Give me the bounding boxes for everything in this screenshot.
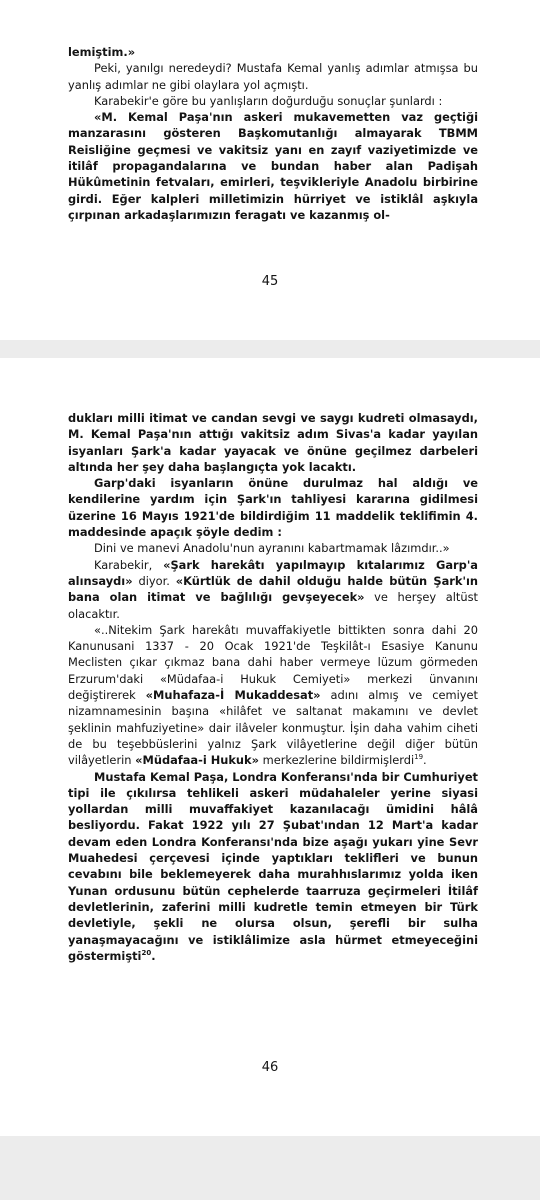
text-segment: «Müdafaa-i Hukuk» — [135, 753, 259, 768]
paragraph — [68, 557, 478, 622]
text-segment: Peki, yanılgı neredeydi? Mustafa Kemal yanlış adımlar atmışsa bu yanlış adımlar ne gibi olaylara yol açmıştı. — [68, 61, 478, 92]
text-segment: . — [151, 948, 156, 963]
text-segment: ve herşey altüst olacaktır. — [68, 590, 478, 621]
paragraph — [68, 44, 478, 60]
text-segment: «Muhafaza-İ Mukaddesat» — [145, 688, 321, 703]
text-segment: «Şark harekâtı yapılmayıp kıtalarımız Garp'a alınsaydı» — [68, 557, 478, 588]
paragraph — [68, 475, 478, 540]
text-segment: lemiştim.» — [68, 45, 136, 59]
paragraph — [68, 622, 478, 769]
page-number: 46 — [261, 1060, 279, 1075]
page-number: 45 — [261, 274, 279, 289]
footnote-marker: 19 — [414, 753, 424, 762]
book-page-46 — [0, 358, 540, 1136]
book-page-45 — [0, 0, 540, 340]
text-segment: merkezlerine bildirmişlerdi — [258, 753, 415, 768]
text-segment: Dini ve manevi Anadolu'nun ayranını kabartmamak lâzımdır..» — [94, 541, 450, 556]
paragraph — [68, 93, 478, 109]
paragraph — [68, 769, 478, 965]
text-segment: Karabekir'e göre bu yanlışların doğurduğu sonuçlar şunlardı : — [94, 93, 443, 108]
footnote-marker: 20 — [141, 949, 152, 957]
text-segment: «Kürtlük de dahil olduğu halde bütün Şark'ın bana olan itimat ve bağlılığı gevşeyecek» — [68, 573, 478, 605]
paragraph — [68, 109, 478, 223]
text-segment: Karabekir, — [94, 557, 164, 572]
text-segment: adını almış ve cemiyet nizamnamesinin başına «hilâfet ve saltanat makamını ve devlet şeklinin mahfuziyetine» dair ilâveler konmuştur. İşin daha vahim ciheti de bu teşebbüslerini yalnız Şark vilâyetlerine değil diğer bütün vilâyetlerin — [68, 688, 479, 768]
text-segment: «..Nitekim Şark harekâtı muvaffakiyetle bittikten sonra dahi 20 Kanunusani 1337 - 20 Ocak 1921'de Teşkilât-ı Esasiye Kanunu Meclisten çıkar çıkmaz bana dahi haber vermeye lüzum görmeden Erzurum'daki «Müdafaa-i Hukuk Cemiyeti» merkezi ünvanını değiştirerek — [68, 622, 478, 703]
text-segment: diyor. — [132, 573, 176, 588]
text-segment: Garp'daki isyanların önüne durulmaz hal aldığı ve kendilerine yardım için Şark'ın tahliyesi kararına gidilmesi üzerine 16 Mayıs 1921'de bildirdiğim 11 maddelik teklifimin 4. maddesinde apaçık şöyle dedim : — [68, 476, 478, 540]
page-text — [68, 410, 478, 964]
text-segment: Mustafa Kemal Paşa, Londra Konferansı'nda bir Cumhuriyet tipi ile çıkılırsa tehlikeli askeri müdahaleler yerine siyasi yollardan milli muvaffakiyet kazanılacağı ümidini hâlâ besliyordu. Fakat 1922 yılı 27 Şubat'ından 12 Mart'a kadar devam eden Londra Konferansı'nda bize aşağı yukarı yine Sevr Muahedesi çerçevesi içinde yaptıkları teklifleri ve bunun cevabını bile beklemeyerek daha murahhıslarımız yolda iken Yunan ordusunu bütün cephelerde taarruza geçirmeleri İtilâf devletlerinin, zaferini milli kudretle temin etmeyen bir Türk devletiyle, şekli ne olursa olsun, şerefli bir sulha yanaşmayacağını ve istiklâlimize asla hürmet etmeyeceğini göstermişti — [68, 769, 478, 963]
paragraph — [68, 60, 478, 93]
text-segment: . — [423, 753, 427, 768]
text-segment: «M. Kemal Paşa'nın askeri mukavemetten vaz geçtiği manzarasını gösteren Başkomutanlığı almayarak TBMM Reisliğine geçmesi ve vakitsiz yanı en zayıf vaziyetimizde ve itilâf propagandalarına ve bundan haber alan Padişah Hükûmetinin fetvaları, emirleri, teşvikleriyle Anadolu birbirine girdi. Eğer kalpleri milletimizin hürriyet ve istiklâl aşkıyla çırpınan arkadaşlarımızın feragatı ve kazanmış ol- — [68, 110, 478, 222]
text-segment: dukları milli itimat ve candan sevgi ve saygı kudreti olmasaydı, M. Kemal Paşa'nın attığı vakitsiz adım Sivas'a kadar yayılan isyanları Şark'a kadar yayacak ve önüne geçilmez darbeleri altında her şey daha başlangıçta yok lacaktı. — [68, 411, 478, 474]
paragraph — [68, 410, 478, 475]
page-text — [68, 44, 478, 223]
paragraph — [68, 540, 478, 556]
